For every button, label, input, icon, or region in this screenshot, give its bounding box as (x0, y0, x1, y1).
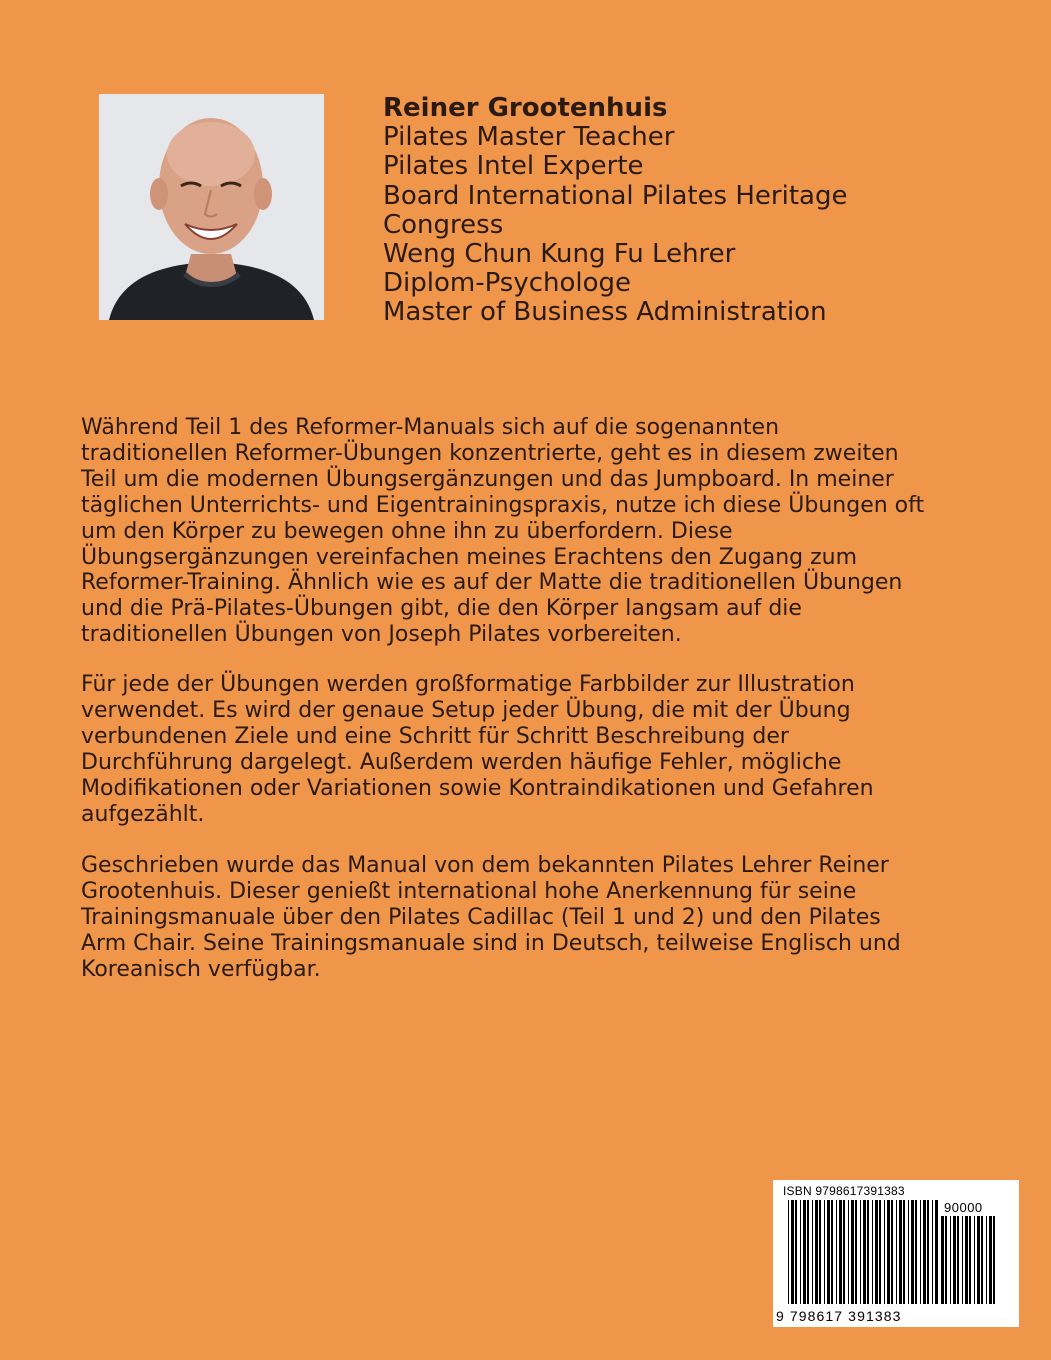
author-photo (99, 94, 324, 320)
author-title: Pilates Master Teacher (383, 122, 675, 153)
author-title: Pilates Intel Experte (383, 151, 644, 182)
isbn-label: ISBN 9798617391383 (783, 1184, 905, 1198)
author-title: Board International Pilates Heritage (383, 180, 848, 211)
barcode-bars-icon (788, 1200, 938, 1304)
isbn-barcode (773, 1180, 1019, 1327)
description-paragraph: Geschrieben wurde das Manual von dem bekannten Pilates Lehrer Reiner Grootenhuis. Dieser genießt international hohe Anerkennung für seine Trainingsmanuale über den Pilates Cadillac (Teil 1 und 2) und den Pilates Arm Chair. Seine Trainingsmanuale sind in Deutsch, teilweise Englisch und Koreanisch verfügbar. (81, 853, 901, 982)
author-title: Weng Chun Kung Fu Lehrer (383, 239, 736, 270)
author-title: Master of Business Administration (383, 297, 827, 328)
author-bio (383, 94, 1023, 328)
addon-digits: 90000 (944, 1200, 983, 1215)
author-name: Reiner Grootenhuis (383, 93, 668, 123)
author-portrait-icon (99, 94, 324, 320)
addon-barcode-icon (941, 1216, 1003, 1304)
description-paragraph: Für jede der Übungen werden großformatige Farbbilder zur Illustration verwendet. Es wird der genaue Setup jeder Übung, die mit der Übung verbundenen Ziele und eine Schritt für Schritt Beschreibung der Durchführung dargelegt. Außerdem werden häufige Fehler, mögliche Modifikationen oder Variationen sowie Kontraindikationen und Gefahren aufgezählt. (81, 672, 874, 827)
description-paragraph: Während Teil 1 des Reformer-Manuals sich auf die sogenannten traditionellen Reformer-Übungen konzentrierte, geht es in diesem zweiten Teil um die modernen Übungsergänzungen und das Jumpboard. In meiner täglichen Unterrichts- und Eigentrainingspraxis, nutze ich diese Übungen oft um den Körper zu bewegen ohne ihn zu überfordern. Diese Übungsergänzungen vereinfachen meines Erachtens den Zugang zum Reformer-Training. Ähnlich wie es auf der Matte die traditionellen Übungen und die Prä-Pilates-Übungen gibt, die den Körper langsam auf die traditionellen Übungen von Joseph Pilates vorbereiten. (81, 415, 925, 648)
author-title: Congress (383, 209, 504, 240)
author-title: Diplom-Psychologe (383, 268, 632, 299)
ean-digits: 9 798617 391383 (776, 1308, 902, 1324)
